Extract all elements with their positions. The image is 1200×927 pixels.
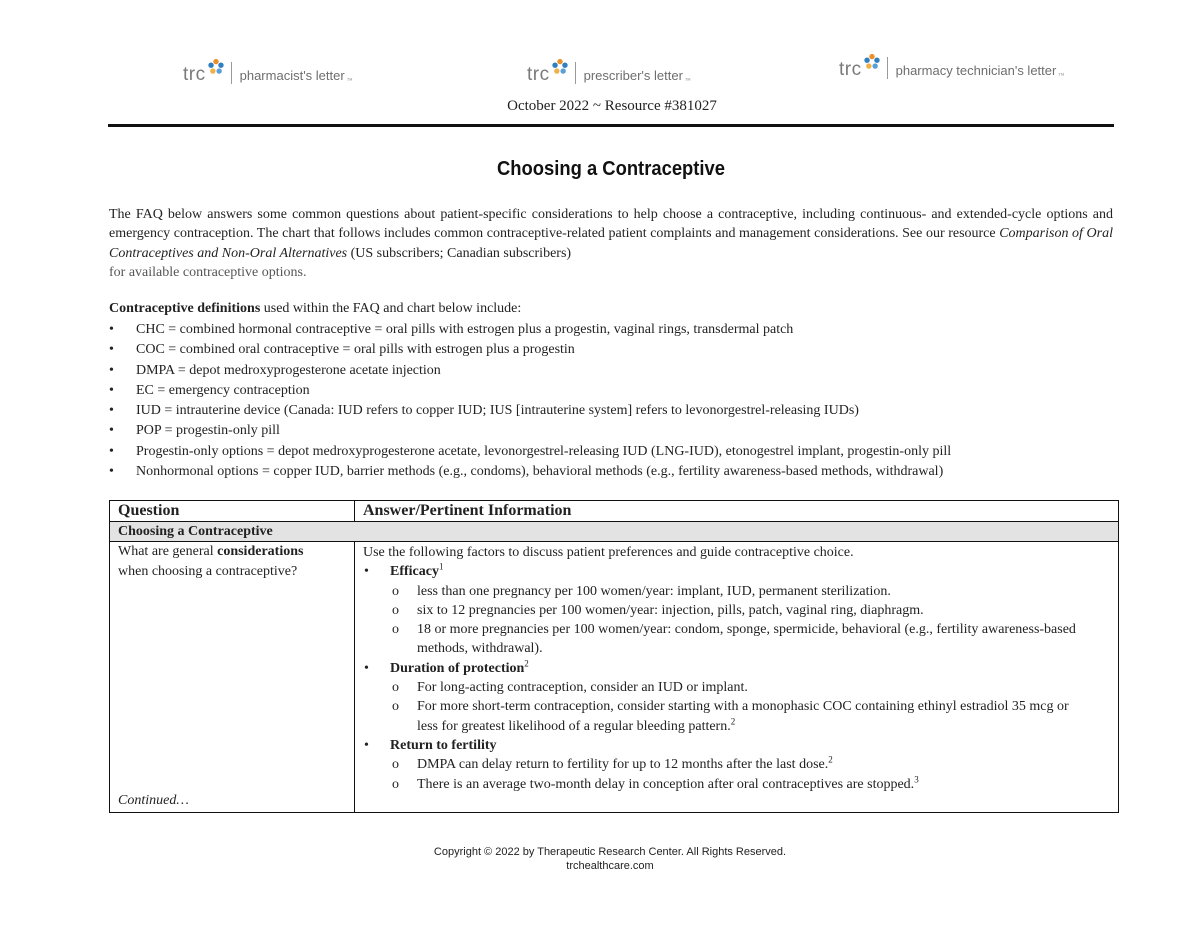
logo-separator (231, 62, 232, 84)
bullet-icon: • (109, 322, 114, 337)
reference-2: 2 (828, 754, 833, 765)
bullet-icon: • (364, 737, 369, 753)
reference-3: 3 (914, 773, 919, 784)
list-item (363, 582, 1112, 601)
list-item (363, 601, 1112, 620)
header-question: Question (110, 501, 355, 522)
intro-text: The FAQ below answers some common questions about patient-specific considerations to help choose a contraceptive, including continuous- and extended-cycle options and emergency contraception. The chart that follows includes common contraceptive-related patient complaints and management considerations. See our resource (109, 207, 1113, 242)
logo-name: prescriber's letter (583, 68, 683, 83)
logo-name: pharmacy technician's letter (895, 63, 1057, 78)
logo-trademark: ™ (346, 78, 353, 84)
continued-label: Continued… (118, 792, 189, 808)
list-item-text: IUD = intrauterine device (Canada: IUD refers to copper IUD; IUS [intrauterine system] refers to levonorgestrel-releasing IUDs) (136, 403, 859, 419)
sub-bullet-icon: o (392, 680, 399, 696)
intro-paragraph (109, 205, 1113, 282)
list-item (363, 678, 1112, 697)
question-bold: considerations (217, 544, 304, 559)
question-text-2: when choosing a contraceptive? (118, 563, 298, 579)
logo-pharmacy-technicians-letter (839, 51, 1064, 79)
efficacy-title: Efficacy (390, 564, 439, 580)
logo-name: pharmacist's letter (239, 68, 345, 83)
sub-bullet-icon: o (392, 757, 399, 773)
bullet-icon: • (109, 423, 114, 439)
efficacy-heading (363, 562, 1112, 581)
logo-brand: trc (527, 64, 550, 85)
list-item-text: less than one pregnancy per 100 women/year: implant, IUD, permanent sterilization. (417, 583, 891, 599)
fertility-heading (363, 736, 1112, 755)
list-item (109, 401, 1119, 421)
intro-text-last: for available contraceptive options. (109, 264, 307, 280)
sub-bullet-icon: o (392, 622, 399, 638)
reference-2: 2 (730, 716, 736, 727)
bullet-icon: • (109, 362, 114, 378)
duration-heading (363, 659, 1112, 678)
footer-copyright: Copyright © 2022 by Therapeutic Research Center. All Rights Reserved. (433, 846, 787, 858)
definitions-heading-bold: Contraceptive definitions (109, 301, 261, 316)
table-section-row (110, 522, 1119, 542)
fertility-title: Return to fertility (390, 737, 497, 753)
list-item-text: EC = emergency contraception (136, 382, 310, 398)
header-answer: Answer/Pertinent Information (355, 501, 1119, 522)
list-item (109, 361, 1119, 381)
reference-2: 2 (524, 658, 529, 669)
definitions-heading-rest: used within the FAQ and chart below include: (260, 301, 522, 316)
definitions-heading (109, 301, 521, 317)
logo-separator (887, 57, 888, 79)
list-item (363, 620, 1112, 659)
logo-brand: trc (839, 59, 862, 80)
list-item-text: POP = progestin-only pill (136, 423, 280, 439)
list-item-text: Nonhormonal options = copper IUD, barrier methods (e.g., condoms), behavioral methods (e.g., fertility awareness-based methods, withdrawal) (136, 464, 944, 480)
section-title: Choosing a Contraceptive (110, 522, 1119, 542)
footer-site: trchealthcare.com (566, 860, 654, 872)
resource-line: October 2022 ~ Resource #381027 (507, 98, 717, 114)
list-item-text: For more short-term contraception, consider starting with a monophasic COC containing ethinyl estradiol 35 mcg or less for greatest likelihood of a regular bleeding pattern. (417, 699, 1069, 734)
answer-cell (355, 542, 1119, 813)
sub-bullet-icon: o (392, 699, 399, 715)
list-item-text: COC = combined oral contraceptive = oral pills with estrogen plus a progestin (136, 342, 575, 358)
bullet-icon: • (109, 342, 114, 358)
definitions-list (109, 320, 1119, 482)
bullet-icon: • (109, 403, 114, 419)
logo-separator (575, 62, 576, 84)
flower-icon (207, 58, 225, 76)
flower-icon (863, 53, 881, 71)
logo-trademark: ™ (1058, 73, 1065, 79)
faq-table (109, 500, 1119, 813)
list-item-text: 18 or more pregnancies per 100 women/year: condom, sponge, spermicide, behavioral (e.g., fertility awareness-based methods, withdrawal). (417, 622, 1076, 657)
header-divider (108, 124, 1114, 127)
bullet-icon: • (109, 382, 114, 398)
list-item (363, 755, 1112, 774)
sub-bullet-icon: o (392, 602, 399, 618)
list-item (363, 775, 1112, 794)
logo-brand: trc (183, 64, 206, 85)
list-item-text: There is an average two-month delay in conception after oral contraceptives are stopped. (417, 776, 915, 792)
bullet-icon: • (109, 464, 114, 480)
list-item-text: Progestin-only options = depot medroxyprogesterone acetate, levonorgestrel-releasing IUD (LNG-IUD), etonogestrel implant, progestin-only pill (136, 443, 952, 459)
list-item-text: six to 12 pregnancies per 100 women/year: injection, pills, patch, vaginal ring, diaphragm. (417, 602, 924, 618)
list-item-text: CHC = combined hormonal contraceptive = oral pills with estrogen plus a progestin, vaginal rings, transdermal patch (136, 322, 794, 337)
list-item (109, 442, 1119, 462)
question-text: What are general (118, 544, 218, 559)
list-item (109, 462, 1119, 482)
intro-subscribers: (US subscribers; Canadian subscribers) (347, 245, 572, 261)
question-cell (110, 542, 355, 813)
list-item (109, 421, 1119, 441)
page-title: Choosing a Contraceptive (497, 158, 725, 180)
list-item (109, 340, 1119, 360)
list-item (109, 381, 1119, 401)
list-item-text: DMPA = depot medroxyprogesterone acetate injection (136, 362, 441, 378)
answer-intro: Use the following factors to discuss patient preferences and guide contraceptive choice. (363, 545, 854, 560)
duration-title: Duration of protection (390, 660, 525, 676)
sub-bullet-icon: o (392, 583, 399, 599)
logo-pharmacists-letter (183, 56, 353, 84)
table-row (110, 542, 1119, 813)
table-header-row (110, 501, 1119, 522)
bullet-icon: • (109, 443, 114, 459)
flower-icon (551, 58, 569, 76)
list-item (109, 320, 1119, 340)
reference-1: 1 (438, 561, 444, 572)
resource-title: Comparison of Oral Contraceptives and Non-Oral Alternatives (109, 226, 1113, 261)
bullet-icon: • (364, 660, 369, 676)
list-item-text: For long-acting contraception, consider an IUD or implant. (417, 680, 748, 696)
logo-trademark: ™ (684, 78, 691, 84)
list-item-text: DMPA can delay return to fertility for up to 12 months after the last dose. (417, 757, 829, 773)
bullet-icon: • (364, 564, 369, 580)
list-item (363, 697, 1112, 736)
logo-prescribers-letter (527, 56, 691, 84)
sub-bullet-icon: o (392, 776, 399, 792)
